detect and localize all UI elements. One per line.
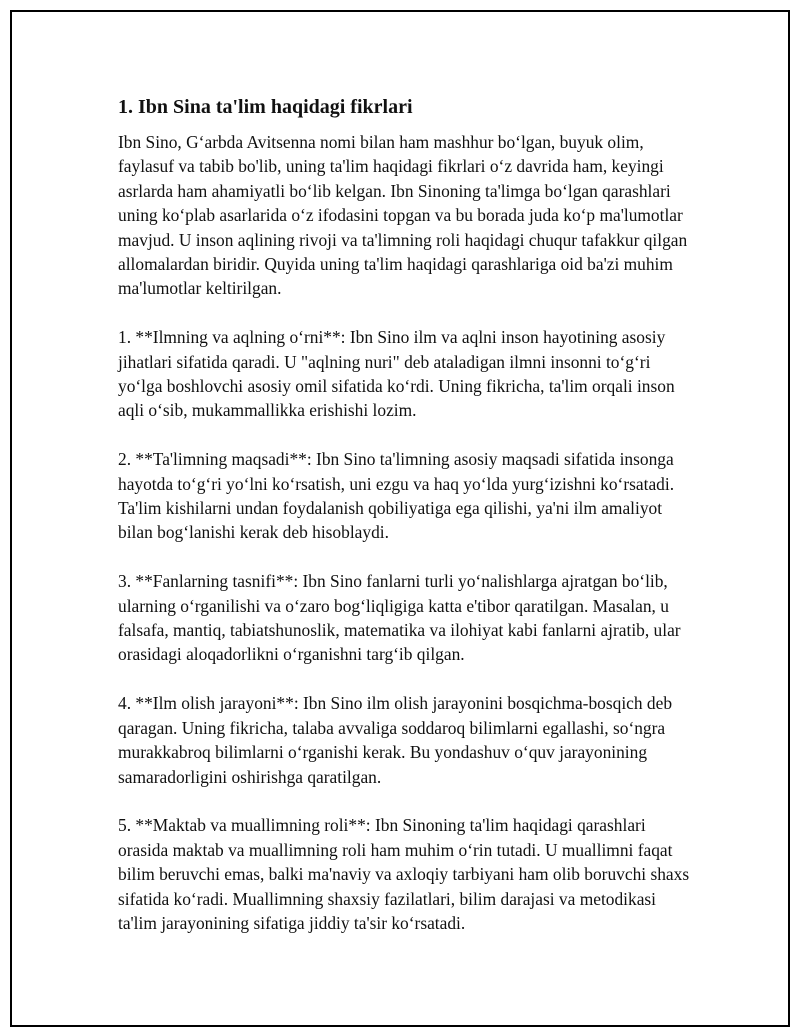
paragraph-point-2: 2. **Ta'limning maqsadi**: Ibn Sino ta'limning asosiy maqsadi sifatida insonga hayotda to‘g‘ri yo‘lni ko‘rsatish, uni ezgu va haq yo‘lda yurg‘izishni ko‘rsatadi. Ta'lim kishilarni undan foydalanish qobiliyatiga ega qilishi, ya'ni ilm amaliyot bilan bog‘lanishi kerak deb hisoblaydi.	[118, 449, 675, 543]
document-body	[118, 40, 698, 960]
paragraph-point-1: 1. **Ilmning va aqlning o‘rni**: Ibn Sino ilm va aqlni inson hayotining asosiy jihatlari sifatida qaradi. U "aqlning nuri" deb ataladigan ilmni insonni to‘g‘ri yo‘lga boshlovchi asosiy omil sifatida ko‘rdi. Uning fikricha, ta'lim orqali inson aqli o‘sib, mukammallikka erishishi lozim.	[118, 327, 675, 421]
paragraph-point-4: 4. **Ilm olish jarayoni**: Ibn Sino ilm olish jarayonini bosqichma-bosqich deb qaragan. Uning fikricha, talaba avvaliga soddaroq bilimlarni egallashi, so‘ngra murakkabroq bilimlarni o‘rganishi kerak. Bu yondashuv o‘quv jarayonining samaradorligini oshirishga qaratilgan.	[118, 693, 673, 787]
paragraph-point-5: 5. **Maktab va muallimning roli**: Ibn Sinoning ta'lim haqidagi qarashlari orasida maktab va muallimning roli ham muhim o‘rin tutadi. U muallimni faqat bilim beruvchi emas, balki ma'naviy va axloqiy tarbiyani ham olib boruvchi shaxs sifatida ko‘radi. Muallimning shaxsiy fazilatlari, bilim darajasi va metodikasi ta'lim jarayonining sifatiga jiddiy ta'sir ko‘rsatadi.	[118, 815, 690, 933]
document-title: 1. Ibn Sina ta'lim haqidagi fikrlari	[118, 96, 413, 118]
paragraph-point-3: 3. **Fanlarning tasnifi**: Ibn Sino fanlarni turli yo‘nalishlarga ajratgan bo‘lib, ularning o‘rganilishi va o‘zaro bog‘liqligiga katta e'tibor qaratilgan. Masalan, u falsafa, mantiq, tabiatshunoslik, matematika va ilohiyat kabi fanlarni ajratib, ular orasidagi aloqadorlikni o‘rganishni targ‘ib qilgan.	[118, 571, 681, 665]
paragraph-intro: Ibn Sino, G‘arbda Avitsenna nomi bilan ham mashhur bo‘lgan, buyuk olim, faylasuf va tabib bo'lib, uning ta'lim haqidagi fikrlari o‘z davrida ham, keyingi asrlarda ham ahamiyatli bo‘lib kelgan. Ibn Sinoning ta'limga bo‘lgan qarashlari uning ko‘plab asarlarida o‘z ifodasini topgan va bu borada juda ko‘p ma'lumotlar mavjud. U inson aqlining rivoji va ta'limning roli haqidagi chuqur tafakkur qilgan allomalardan biridir. Quyida uning ta'lim haqidagi qarashlariga oid ba'zi muhim ma'lumotlar keltirilgan.	[118, 132, 688, 299]
page-frame	[10, 10, 790, 1027]
